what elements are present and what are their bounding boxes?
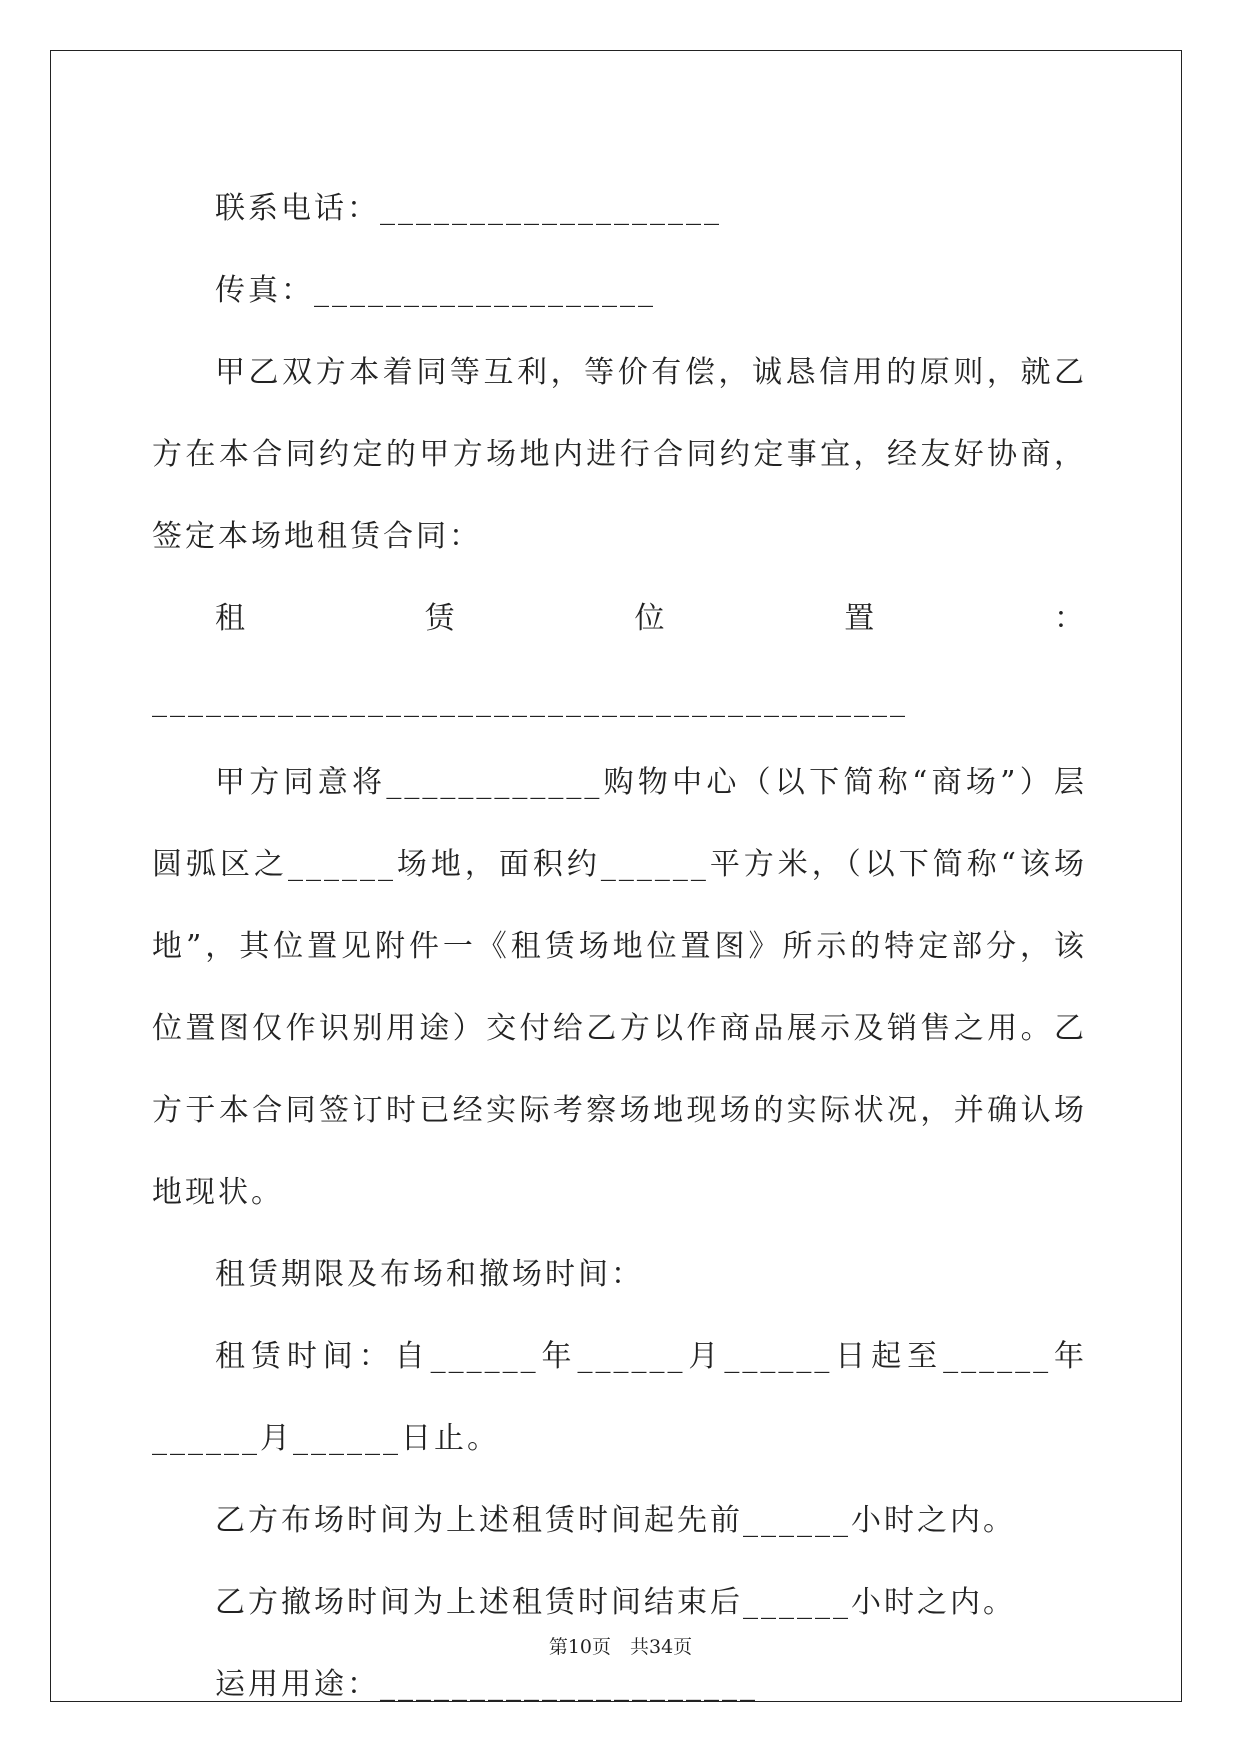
paragraph-site-description: 甲方同意将____________购物中心（以下简称“商场”）层圆弧区之______场地，面积约______平方米，（以下简称“该场地”，其位置见附件一《租赁场地位置图》所示的特定部分，该位置图仅作识别用途）交付给乙方以作商品展示及销售之用。乙方于本合同签订时已经实际考察场地现场的实际状况，并确认场地现状。 <box>152 765 1087 1210</box>
paragraph-teardown-time: 乙方撤场时间为上述租赁时间结束后______小时之内。 <box>215 1585 1016 1620</box>
paragraph-fax: 传真：___________________ <box>215 273 656 308</box>
page-number-footer: 第10页 共34页 <box>548 1636 693 1658</box>
paragraph-preamble: 甲乙双方本着同等互利，等价有偿，诚恳信用的原则，就乙方在本合同约定的甲方场地内进行合同约定事宜，经友好协商，签定本场地租赁合同： <box>152 355 1087 554</box>
paragraph-lease-period: 租赁时间：自______年______月______日起至______年______月______日止。 <box>152 1339 1087 1456</box>
paragraph-term-heading: 租赁期限及布场和撤场时间： <box>215 1257 644 1292</box>
paragraph-location: 租赁位置：__________________________________________ <box>152 601 1087 718</box>
paragraph-setup-time: 乙方布场时间为上述租赁时间起先前______小时之内。 <box>215 1503 1016 1538</box>
paragraph-phone: 联系电话：___________________ <box>215 191 722 226</box>
document-body <box>152 168 1087 1726</box>
paragraph-usage: 运用用途：_____________________ <box>215 1667 758 1702</box>
